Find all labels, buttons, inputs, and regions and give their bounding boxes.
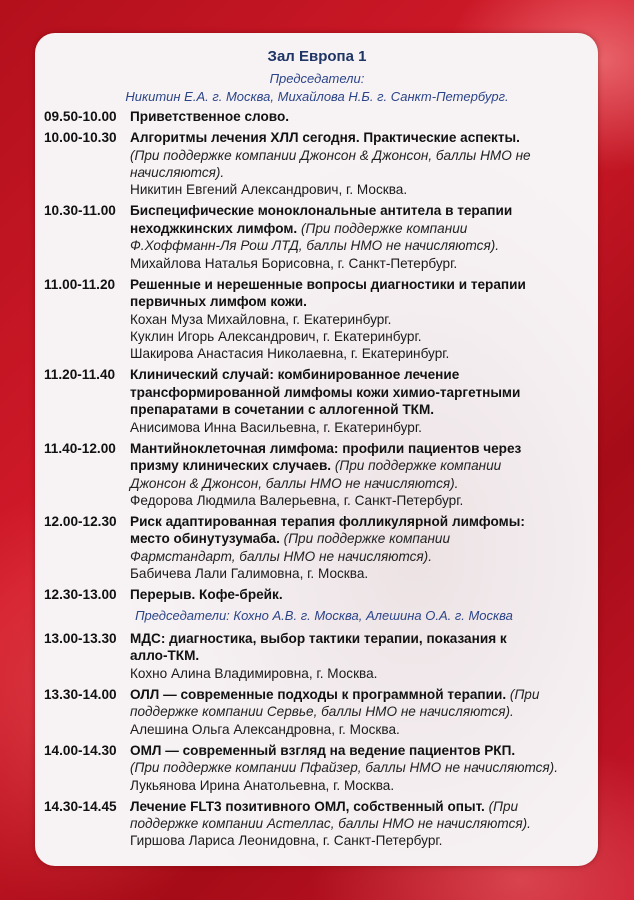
sponsor-note: поддержке компании Сервье, баллы НМО не начисляются).: [130, 704, 514, 720]
item-title-line: [130, 475, 604, 492]
item-title-line: [130, 293, 604, 310]
item-body: [130, 513, 604, 583]
session-chairs: Председатели: Кохно А.В. г. Москва, Алешина О.А. г. Москва: [135, 608, 513, 624]
item-title-line: [130, 703, 604, 720]
speaker: Бабичева Лали Галимовна, г. Москва.: [130, 566, 369, 582]
item-title-line: [130, 759, 604, 776]
item-body: [130, 440, 604, 510]
item-time: 10.30-11.00: [44, 203, 116, 219]
program-item: [44, 513, 604, 583]
sponsor-note: поддержке компании Астеллас, баллы НМО не начисляются).: [130, 816, 531, 831]
talk-title: призму клинических случаев.: [130, 458, 332, 474]
talk-title: алло-ТКМ.: [130, 648, 200, 664]
program-item: [44, 108, 604, 125]
item-title-line: [130, 815, 604, 832]
item-title-line: [130, 401, 604, 418]
item-time: 10.00-10.30: [44, 130, 117, 146]
chairs-names: Никитин Е.А. г. Москва, Михайлова Н.Б. г. Санкт-Петербург.: [125, 89, 509, 104]
sponsor-note: Ф.Хоффманн-Ля Рош ЛТД, баллы НМО не начисляются).: [130, 238, 500, 254]
sponsor-note: Джонсон & Джонсон, баллы НМО не начисляются).: [130, 475, 459, 491]
talk-title: Перерыв. Кофе-брейк.: [130, 587, 283, 603]
program-item: [44, 630, 604, 682]
item-body: [130, 686, 604, 738]
item-title-line: [130, 630, 604, 647]
item-title-line: [130, 147, 604, 164]
item-body: [130, 366, 604, 436]
sponsor-note: (При: [506, 686, 540, 702]
program-item: [44, 440, 604, 510]
item-title-line: [130, 202, 604, 219]
talk-title: Клинический случай: комбинированное лечение: [130, 367, 460, 383]
hall-title: Зал Европа 1: [267, 48, 367, 65]
talk-title: неходжкинских лимфом.: [130, 220, 298, 236]
program-item: [44, 366, 604, 436]
item-body: [130, 742, 604, 794]
item-time: 11.40-12.00: [44, 440, 116, 456]
item-title-line: [130, 586, 604, 603]
item-title-line: [130, 686, 604, 703]
talk-title: ОМЛ — современный взгляд на ведение пациентов РКП.: [130, 742, 516, 758]
item-body: [130, 630, 604, 682]
talk-title: Алгоритмы лечения ХЛЛ сегодня. Практические аспекты.: [130, 130, 520, 146]
speaker: Кохно Алина Владимировна, г. Москва.: [130, 665, 378, 681]
item-time: 14.30-14.45: [44, 798, 117, 814]
item-title-line: [130, 457, 604, 474]
item-title-line: [130, 798, 604, 815]
sponsor-note: (При поддержке компании: [297, 220, 468, 236]
talk-title: ОЛЛ — современные подходы к программной терапии.: [130, 686, 507, 702]
talk-title: Решенные и нерешенные вопросы диагностики и терапии: [130, 276, 526, 292]
program-item: [44, 276, 604, 363]
program-item: [44, 586, 604, 603]
talk-title: первичных лимфом кожи.: [130, 294, 307, 310]
program-item: [44, 202, 604, 272]
sponsor-note: Фармстандарт, баллы НМО не начисляются).: [130, 548, 432, 564]
talk-title: препаратами в сочетании с аллогенной ТКМ.: [130, 402, 435, 418]
sponsor-note: (При: [484, 798, 519, 814]
program-item: [44, 742, 604, 794]
item-title-line: [130, 276, 604, 293]
item-body: [130, 108, 604, 125]
speaker: Лукьянова Ирина Анатольевна, г. Москва.: [130, 777, 395, 793]
item-body: [130, 202, 604, 272]
talk-title: Лечение FLT3 позитивного ОМЛ, собственный опыт.: [130, 798, 485, 814]
item-title-line: [130, 384, 604, 401]
item-time: 12.00-12.30: [44, 514, 117, 530]
item-time: 13.00-13.30: [44, 630, 117, 646]
item-body: [130, 129, 604, 199]
talk-title: Мантийноклеточная лимфома: профили пациентов через: [130, 440, 522, 456]
speaker: Никитин Евгений Александрович, г. Москва.: [130, 182, 408, 198]
item-time: 11.00-11.20: [44, 276, 116, 292]
speaker: Кохан Муза Михайловна, г. Екатеринбург.: [130, 311, 392, 327]
item-time: 13.30-14.00: [44, 686, 117, 702]
program-list: [44, 108, 604, 854]
talk-title: Биспецифические моноклональные антитела в терапии: [130, 203, 513, 219]
program-item: [44, 798, 604, 850]
chairs-label: Председатели:: [269, 71, 365, 86]
item-title-line: [130, 530, 604, 547]
item-title-line: [130, 742, 604, 759]
speaker: Анисимова Инна Васильевна, г. Екатеринбург.: [130, 419, 422, 435]
item-title-line: [130, 220, 604, 237]
item-title-line: [130, 129, 604, 146]
program-item: [44, 686, 604, 738]
speaker: Гиршова Лариса Леонидовна, г. Санкт-Петербург.: [130, 833, 443, 849]
item-time: 12.30-13.00: [44, 587, 117, 603]
talk-title: МДС: диагностика, выбор тактики терапии, показания к: [130, 630, 507, 646]
speaker: Шакирова Анастасия Николаевна, г. Екатеринбург.: [130, 346, 450, 362]
sponsor-note: (При поддержке компании: [279, 531, 451, 547]
item-time: 14.00-14.30: [44, 742, 117, 758]
talk-title: Риск адаптированная терапия фолликулярной лимфомы:: [130, 514, 525, 530]
item-title-line: [130, 440, 604, 457]
item-title-line: [130, 108, 604, 125]
item-body: [130, 586, 604, 603]
talk-title: место обинутузумаба.: [130, 531, 280, 547]
speaker: Федорова Людмила Валерьевна, г. Санкт-Петербург.: [130, 492, 464, 508]
item-title-line: [130, 366, 604, 383]
item-body: [130, 798, 604, 850]
talk-title: трансформированной лимфомы кожи химио-таргетными: [130, 384, 521, 400]
sponsor-note: (При поддержке компании Джонсон & Джонсон, баллы НМО не: [130, 147, 531, 163]
speaker: Куклин Игорь Александрович, г. Екатеринбург.: [130, 328, 422, 344]
item-title-line: [130, 647, 604, 664]
item-time: 09.50-10.00: [44, 109, 117, 124]
item-title-line: [130, 513, 604, 530]
item-body: [130, 276, 604, 363]
sponsor-note: (При поддержке компании Пфайзер, баллы НМО не начисляются).: [130, 760, 558, 776]
item-title-line: [130, 237, 604, 254]
speaker: Михайлова Наталья Борисовна, г. Санкт-Петербург.: [130, 255, 458, 271]
program-item: [44, 129, 604, 199]
item-time: 11.20-11.40: [44, 367, 116, 383]
item-title-line: [130, 164, 604, 181]
talk-title: Приветственное слово.: [130, 109, 290, 124]
sponsor-note: (При поддержке компании: [331, 458, 502, 474]
item-title-line: [130, 548, 604, 565]
speaker: Алешина Ольга Александровна, г. Москва.: [130, 721, 400, 737]
sponsor-note: начисляются).: [130, 164, 225, 180]
